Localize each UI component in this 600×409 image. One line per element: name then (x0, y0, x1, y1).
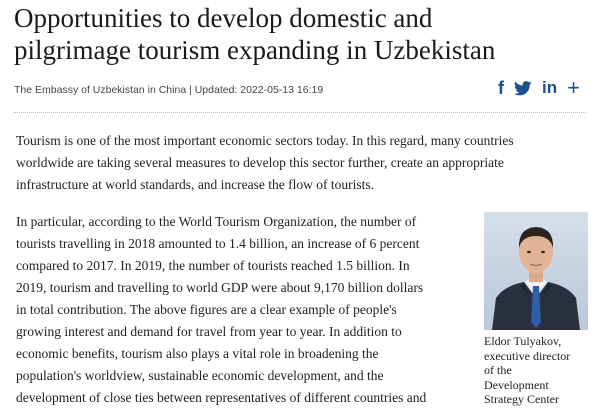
paragraph-line: worldwide are taking several measures to develop this sector further, create an appropriate (16, 155, 504, 170)
paragraph-line: infrastructure at world standards, and increase the flow of tourists. (16, 177, 375, 192)
article-title-line: Opportunities to develop domestic and (14, 3, 433, 33)
caption-line: Eldor Tulyakov, (484, 334, 562, 348)
article-paragraph (16, 130, 514, 196)
paragraph-line: tourists travelling in 2018 amounted to 1.4 billion, an increase of 6 percent (16, 236, 420, 251)
article-paragraph (16, 211, 426, 409)
caption-line: Strategy Center (484, 392, 559, 406)
linkedin-icon[interactable]: in (542, 78, 558, 97)
paragraph-line: compared to 2017. In 2019, the number of tourists reached 1.5 billion. In (16, 258, 410, 273)
paragraph-line: development of close ties between representatives of different countries and (16, 390, 427, 405)
paragraph-line: Tourism is one of the most important economic sectors today. In this regard, many countries (16, 133, 514, 148)
photo-caption (484, 334, 570, 407)
article-title (14, 2, 589, 66)
caption-line: executive director (484, 348, 571, 363)
facebook-icon[interactable]: f (498, 78, 505, 98)
article-title-line: pilgrimage tourism expanding in Uzbekistan (14, 35, 496, 65)
paragraph-line: in total contribution. The above figures are a clear example of people's (16, 302, 397, 317)
portrait-photo (484, 212, 588, 330)
article-meta: The Embassy of Uzbekistan in China | Updated: 2022-05-13 16:19 (14, 84, 324, 96)
paragraph-line: In particular, according to the World Tourism Organization, the number of (16, 214, 417, 229)
share-bar (498, 75, 580, 100)
twitter-icon[interactable] (514, 81, 532, 96)
divider (14, 112, 586, 113)
caption-line: of the (484, 363, 512, 377)
paragraph-line: growing interest and demand for travel from year to year. In addition to (16, 324, 402, 339)
paragraph-line: 2019, tourism and travelling to world GDP were about 9,170 billion dollars (16, 280, 424, 295)
paragraph-line: economic benefits, tourism also plays a vital role in broadening the (16, 346, 379, 361)
paragraph-line: population's worldview, sustainable economic development, and the (16, 368, 384, 383)
plus-icon[interactable]: + (567, 75, 580, 100)
caption-line: Development (484, 377, 549, 392)
